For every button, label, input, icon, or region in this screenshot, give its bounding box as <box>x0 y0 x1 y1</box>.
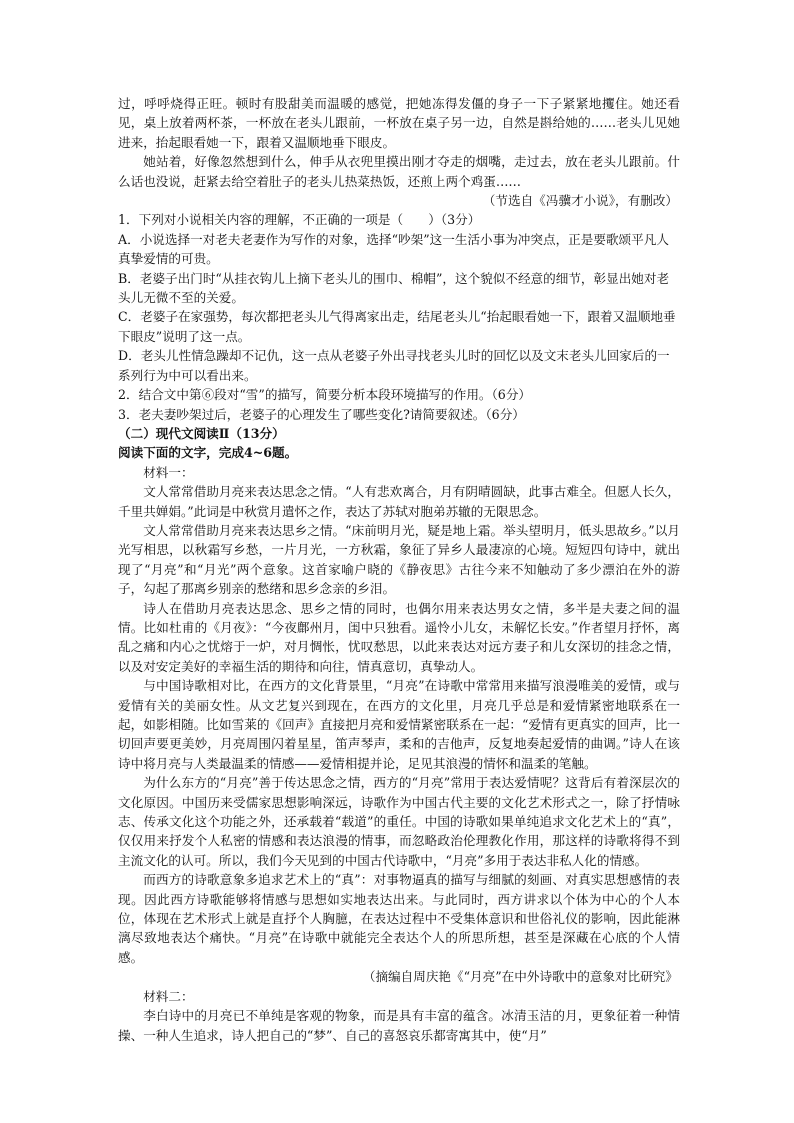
material-1-paragraph-5: 为什么东方的“月亮”善于传达思念之情，西方的“月亮”常用于表达爱情呢？这背后有着深层次的文化原因。中国历来受儒家思想影响深远，诗歌作为中国古代主要的文化艺术形式之一，除了抒情咏志、传承文化这个功能之外，还承载着“载道”的重任。中国的诗歌如果单纯追求文化艺术上的“真”，仅仅用来抒发个人私密的情感和表达浪漫的情事，而忽略政治伦理教化作用，那这样的诗歌将得不到主流文化的认可。所以，我们今天见到的中国古代诗歌中，“月亮”多用于表达非私人化的情感。 <box>118 775 680 868</box>
material-1-source: （摘编自周庆艳《“月亮”在中外诗歌中的意象对比研究》 <box>362 969 678 985</box>
page-content <box>118 94 680 1045</box>
story-source: （节选自《冯骥才小说》，有删改） <box>482 193 678 209</box>
material-1-paragraph-6: 而西方的诗歌意象多追求艺术上的“真”：对事物逼真的描写与细腻的刻画、对真实思想感情的表现。因此西方诗歌能够将情感与思想如实地表达出来。与此同时，西方讲求以个体为中心的个人本位，体现在艺术形式上就是直抒个人胸臆，在表达过程中不受集体意识和世俗礼仪的影响，因此能淋漓尽致地表达个痛快。“月亮”在诗歌中就能完全表达个人的所思所想，甚至是深藏在心底的个人情感。 <box>118 872 680 965</box>
section-heading: （二）现代文阅读Ⅱ（13分） <box>118 425 285 441</box>
question-1-option-d: D．老头儿性情急躁却不记仇，这一点从老婆子外出寻找老头儿时的回忆以及文末老头儿回家后的一系列行为中可以看出来。 <box>118 348 670 383</box>
material-2-paragraph-1: 李白诗中的月亮已不单纯是客观的物象，而是具有丰富的蕴含。冰清玉洁的月，更象征着一种情操、一种人生追求，诗人把自己的“梦”、自己的喜怒哀乐都寄寓其中，使“月” <box>118 1008 680 1043</box>
material-1-paragraph-1: 文人常常借助月亮来表达思念之情。“人有悲欢离合，月有阴晴圆缺，此事古难全。但愿人长久，千里共婵娟。”此词是中秋赏月遣怀之作，表达了苏轼对胞弟苏辙的无限思念。 <box>118 484 680 519</box>
story-paragraph-2: 她站着，好像忽然想到什么，伸手从衣兜里摸出刚才夺走的烟嘴，走过去，放在老头儿跟前。什么话也没说，赶紧去给空着肚子的老头儿热菜热饭，还煎上两个鸡蛋…… <box>118 154 680 189</box>
material-1-paragraph-2: 文人常常借助月亮来表达思乡之情。“床前明月光，疑是地上霜。举头望明月，低头思故乡。”以月光写相思，以秋霜写乡愁，一片月光，一方秋霜，象征了异乡人最凄凉的心境。短短四句诗中，就出现了“月亮”和“月光”两个意象。这首家喻户晓的《静夜思》古往今来不知触动了多少漂泊在外的游子，勾起了那离乡别亲的愁绪和思乡念亲的乡泪。 <box>118 522 680 597</box>
material-2-label: 材料二： <box>143 988 194 1004</box>
material-1-paragraph-4: 与中国诗歌相对比，在西方的文化背景里，“月亮”在诗歌中常常用来描写浪漫唯美的爱情，或与爱情有关的美丽女性。从文艺复兴到现在，在西方的文化里，月亮几乎总是和爱情紧密地联系在一起，如影相随。比如雪莱的《回声》直接把月亮和爱情紧密联系在一起：“爱情有更真实的回声，比一切回声要更美妙，月亮周围闪着星星，笛声琴声，柔和的吉他声，反复地奏起爱情的曲调。”诗人在该诗中将月亮与人类最温柔的情感——爱情相提并论，足见其浪漫的情怀和温柔的笔触。 <box>118 678 680 771</box>
story-paragraph-1: 过，呼呼烧得正旺。顿时有股甜美而温暖的感觉，把她冻得发僵的身子一下子紧紧地攫住。她还看见，桌上放着两杯茶，一杯放在老头儿跟前，一杯放在桌子另一边，自然是斟给她的……老头儿见她进来，抬起眼看她一下，跟着又温顺地垂下眼皮。 <box>118 96 680 150</box>
material-1-paragraph-3: 诗人在借助月亮表达思念、思乡之情的同时，也偶尔用来表达男女之情，多半是夫妻之间的温情。比如杜甫的《月夜》：“今夜鄜州月，闺中只独看。遥怜小儿女，未解忆长安。”作者望月抒怀，离乱之痛和内心之忧熔于一炉，对月惆怅，忧叹愁思，以此来表达对远方妻子和儿女深切的挂念之情，以及对安定美好的幸福生活的期待和向往，情真意切，真挚动人。 <box>118 600 680 674</box>
question-1: 1．下列对小说相关内容的理解，不正确的一项是（ ）（3分） <box>118 212 481 228</box>
section-instruction: 阅读下面的文字，完成4~6题。 <box>118 445 298 461</box>
material-1-label: 材料一： <box>143 464 194 480</box>
question-3: 3．老夫妻吵架过后，老婆子的心理发生了哪些变化?请简要叙述。（6分） <box>118 406 525 422</box>
question-2: 2．结合文中第⑥段对“雪”的描写，简要分析本段环境描写的作用。（6分） <box>118 387 532 403</box>
question-1-option-a: A．小说选择一对老夫老妻作为写作的对象，选择“吵架”这一生活小事为冲突点，正是要歌颂平凡人真挚爱情的可贵。 <box>118 231 669 267</box>
question-1-option-b: B．老婆子出门时“从挂衣钩儿上摘下老头儿的围巾、棉帽”，这个貌似不经意的细节，彰显出她对老头儿无微不至的关爱。 <box>118 270 670 306</box>
question-1-option-c: C．老婆子在家强势，每次都把老头儿气得离家出走，结尾老头儿“抬起眼看她一下，跟着又温顺地垂下眼皮”说明了这一点。 <box>118 309 676 344</box>
